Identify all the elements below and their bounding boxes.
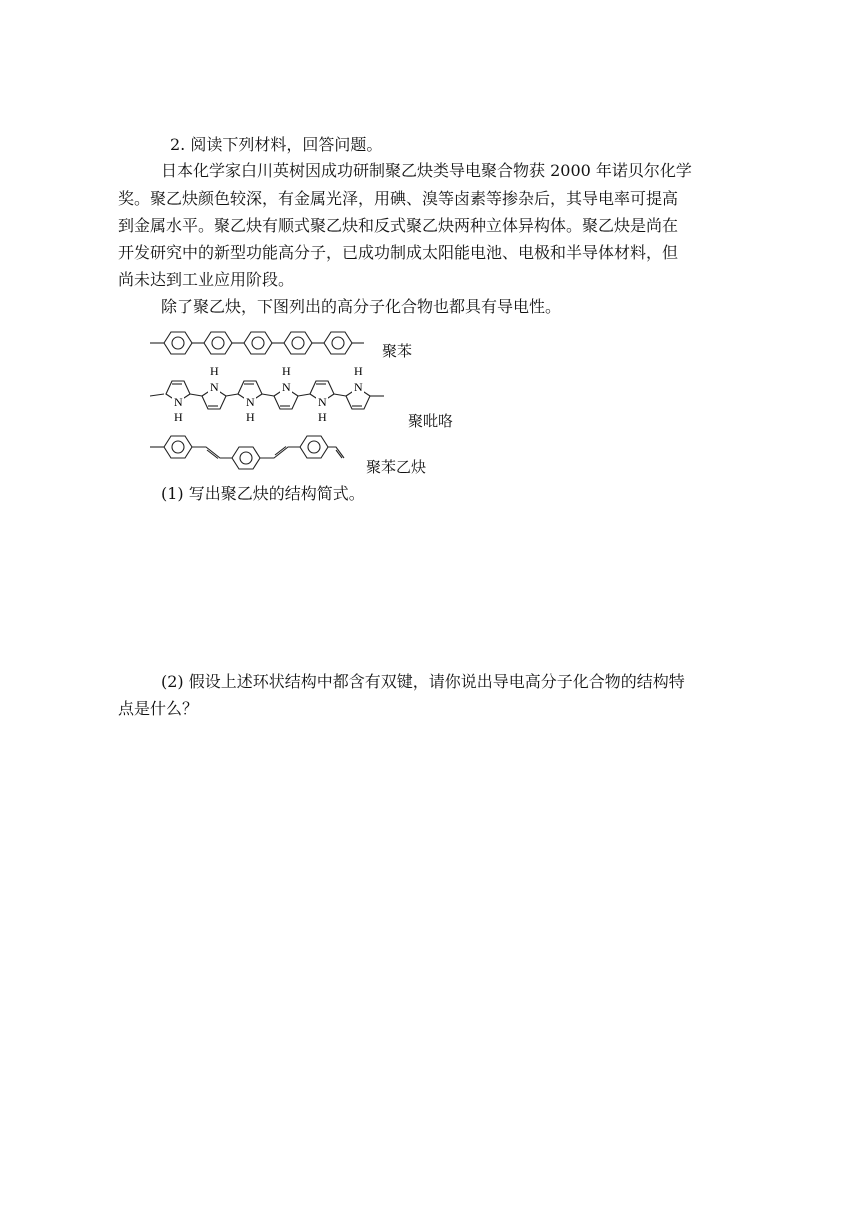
passage-line: 开发研究中的新型功能高分子，已成功制成太阳能电池、电极和半导体材料，但 (118, 243, 679, 262)
question-heading: 2. 阅读下列材料，回答问题。 (170, 135, 383, 154)
polyphenylene-structure (150, 326, 370, 360)
atom-n: N (246, 395, 255, 409)
atom-h: H (354, 364, 363, 378)
atom-n: N (210, 380, 219, 394)
sub-question-2-line: 点是什么？ (118, 699, 199, 718)
atom-n: N (318, 395, 327, 409)
passage-line: 日本化学家白川英树因成功研制聚乙炔类导电聚合物获 2000 年诺贝尔化学 (161, 161, 692, 180)
atom-h: H (174, 410, 183, 424)
passage-line: 尚未达到工业应用阶段。 (118, 270, 295, 289)
polyphenylenevinylene-structure (150, 430, 350, 472)
atom-n: N (174, 395, 183, 409)
polypyrrole-structure (150, 364, 400, 426)
atom-h: H (318, 410, 327, 424)
atom-n: N (354, 380, 363, 394)
atom-n: N (282, 380, 291, 394)
sub-question-1: (1) 写出聚乙炔的结构简式。 (161, 484, 365, 503)
atom-h: H (282, 364, 291, 378)
sub-question-2-line: (2) 假设上述环状结构中都含有双键，请你说出导电高分子化合物的结构特 (161, 672, 685, 691)
label-polyphenylenevinylene: 聚苯乙炔 (366, 458, 427, 476)
atom-h: H (210, 364, 219, 378)
label-polypyrrole: 聚吡咯 (408, 412, 454, 430)
passage-line: 到金属水平。聚乙炔有顺式聚乙炔和反式聚乙炔两种立体异构体。聚乙炔是尚在 (118, 216, 679, 235)
label-polyphenylene: 聚苯 (382, 342, 413, 360)
atom-h: H (246, 410, 255, 424)
intro-text: 除了聚乙炔，下图列出的高分子化合物也都具有导电性。 (161, 297, 562, 316)
passage-line: 奖。聚乙炔颜色较深，有金属光泽，用碘、溴等卤素等掺杂后，其导电率可提高 (118, 189, 679, 208)
